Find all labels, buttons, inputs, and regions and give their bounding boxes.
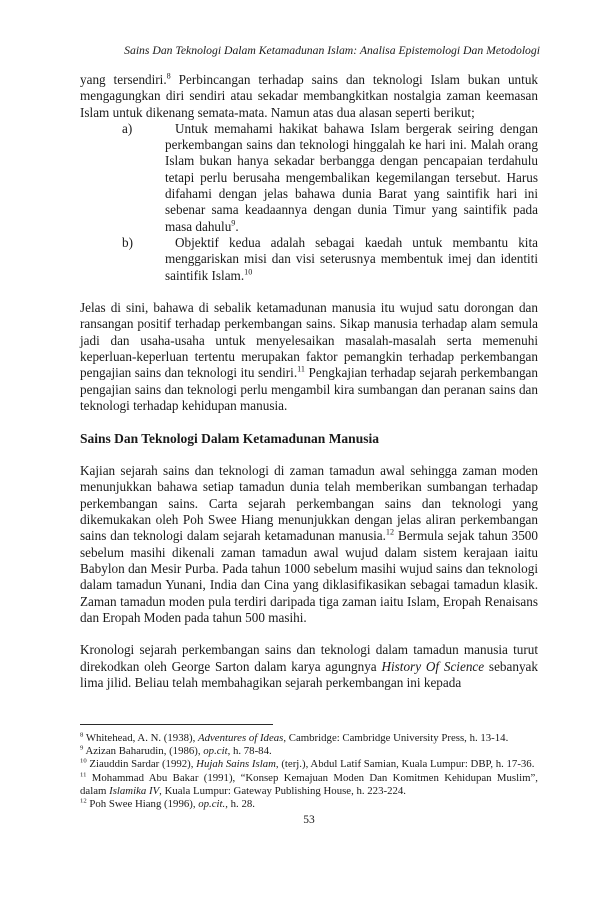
section-heading: Sains Dan Teknologi Dalam Ketamadunan Manusia	[80, 430, 379, 446]
page-body	[80, 72, 538, 691]
list-text-a: Untuk memahami hakikat bahawa Islam bergerak seiring dengan perkembangan sains dan teknologi hinggalah ke hari ini. Malah orang Islam bukan hanya sekadar berbangga dengan pencapaian terdahulu tetapi perlu berusaha mengembalikan kegemilangan tersebut. Harus difahami dengan jelas bahawa dunia Barat yang saintifik hari ini sebenar sama keadaannya dengan dunia Timur yang saintifik pada masa dahulu$^9$.	[165, 120, 538, 234]
list-item-b	[80, 235, 538, 284]
list-marker-b: b)	[122, 234, 133, 250]
list-item-a	[80, 121, 538, 235]
footnote-separator	[80, 724, 273, 725]
list-marker-a: a)	[122, 120, 133, 136]
footnote-text-11: Mohammad Abu Bakar (1991), “Konsep Kemajuan Moden Dan Komitmen Kehidupan Muslim”, dalam Islamika IV, Kuala Lumpur: Gateway Publishing House, h. 223-224.	[80, 771, 538, 797]
page-number: 53	[303, 814, 315, 827]
footnote-12	[80, 798, 538, 811]
footnote-10	[80, 758, 538, 771]
footnote-area	[80, 724, 538, 827]
running-header-text: Sains Dan Teknologi Dalam Ketamadunan Islam: Analisa Epistemologi Dan Metodologi	[124, 44, 540, 57]
footnote-text-12: Poh Swee Hiang (1996), op.cit., h. 28.	[86, 798, 255, 811]
footnote-marker-9: 9	[80, 744, 84, 752]
footnote-marker-11: 11	[80, 771, 87, 779]
footnote-marker-8: 8	[80, 731, 84, 739]
footnote-11	[80, 772, 538, 798]
paragraph-intro: yang tersendiri.$^8$ Perbincangan terhadap sains dan teknologi Islam bukan untuk mengagungkan diri sendiri atau sekadar membangkitkan nostalgia zaman keemasan Islam untuk dikenang semata-mata. Namun atas dua alasan seperti berikut;	[80, 71, 539, 120]
footnote-9	[80, 745, 538, 758]
footnote-text-10: Ziauddin Sardar (1992), Hujah Sains Islam, (terj.), Abdul Latif Samian, Kuala Lumpur: DBP, h. 17-36.	[86, 758, 535, 771]
footnote-text-8: Whitehead, A. N. (1938), Adventures of Ideas, Cambridge: Cambridge University Press, h. 13-14.	[83, 732, 509, 744]
footnote-8	[80, 732, 538, 745]
paragraph-jelas: Jelas di sini, bahawa di sebalik ketamadunan manusia itu wujud satu dorongan dan ransangan positif terhadap perkembangan sains. Sikap manusia terhadap alam semula jadi dan usaha-usaha untuk menyelesaikan masalah-masalah serta memenuhi keperluan-keperluan tertentu merupakan faktor pemangkin terhadap perkembangan pengajian sains dan teknologi itu sendiri.$^{11}$ Pengkajian terhadap sejarah perkembangan pengajian sains dan teknologi perlu mengambil kira sumbangan dan peranan sains dan teknologi terhadap kehidupan manusia.	[80, 300, 538, 413]
list-text-b: Objektif kedua adalah sebagai kaedah untuk membantu kita menggariskan misi dan visi seterusnya membentuk imej dan identiti saintifik Islam.$^{10}$	[165, 234, 538, 283]
paragraph-kajian: Kajian sejarah sains dan teknologi di zaman tamadun awal sehingga zaman moden menunjukkan bahawa setiap tamadun dunia telah memberikan sumbangan terhadap perkembangan sains. Carta sejarah perkembangan sains dan teknologi yang dikemukakan oleh Poh Swee Hiang menunjukkan dengan jelas aliran perkembangan sains dan teknologi dalam sejarah ketamadunan manusia.$^{12}$ Bermula sejak tahun 3500 sebelum masihi dikenali zaman tamadun awal wujud dalam sistem kerajaan iaitu Babylon dan Mesir Purba. Pada tahun 1000 sebelum masihi wujud sains dan teknologi dalam tamadun Yunani, India dan Cina yang diklasifikasikan sebagai tamadun klasik. Zaman tamadun moden pula terdiri daripada tiga zaman iaitu Islam, Eropah Renaisans dan Eropah Moden pada tahun 500 masihi.	[80, 463, 538, 625]
footnote-marker-10: 10	[80, 757, 87, 765]
paragraph-kronologi: Kronologi sejarah perkembangan sains dan teknologi dalam tamadun manusia turut direkodkan oleh George Sarton dalam karya agungnya History Of Science sebanyak lima jilid. Beliau telah membahagikan sejarah perkembangan ini kepada	[80, 642, 539, 690]
footnote-text-9: Azizan Baharudin, (1986), op.cit, h. 78-84.	[83, 745, 272, 758]
running-header	[80, 44, 540, 58]
footnote-marker-12: 12	[80, 797, 87, 805]
